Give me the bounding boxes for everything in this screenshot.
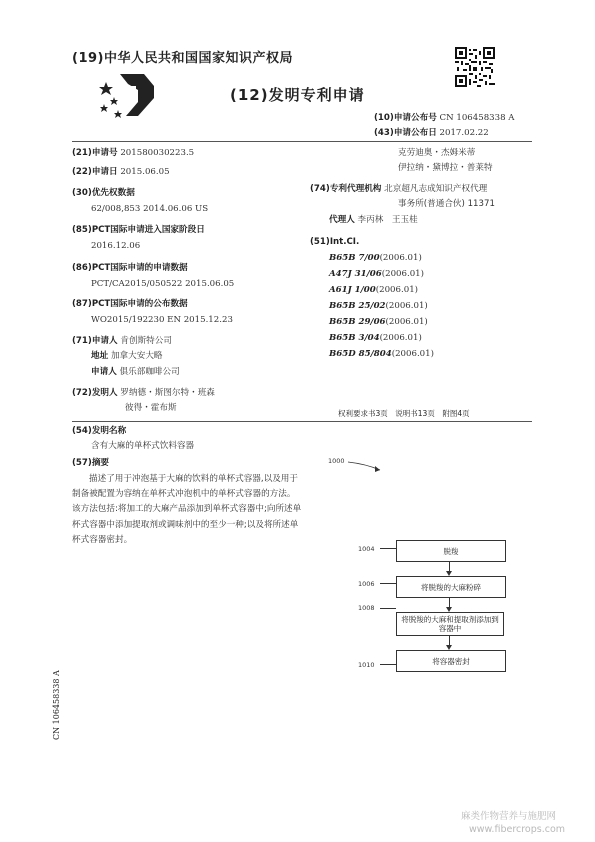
pct-application-label: (86)PCT国际申请的申请数据: [72, 263, 188, 273]
ipc-entry: [329, 266, 434, 282]
step-number-1006: 1006: [358, 580, 375, 588]
agent: [329, 213, 418, 228]
agency: [310, 182, 487, 197]
application-date: [72, 165, 170, 180]
address-value: 加拿大安大略: [110, 351, 163, 361]
ipc-list: [329, 250, 434, 362]
step-number-1008: 1008: [358, 604, 375, 612]
ipc-version: (2006.01): [385, 301, 428, 311]
inventor-continued-2: 伊拉纳・黛博拉・普莱特: [398, 163, 493, 173]
figure-ref-leader: [346, 456, 406, 474]
application-number-label: (21)申请号: [72, 148, 118, 158]
step-leader: [380, 548, 396, 549]
agency-line-2: 事务所(普通合伙) 11371: [398, 199, 495, 209]
watermark-title: 麻类作物营养与施肥网: [461, 811, 557, 822]
publication-date: [374, 126, 489, 141]
publication-number-label: (10)申请公布号: [374, 113, 437, 123]
pct-publication-label: (87)PCT国际申请的公布数据: [72, 299, 188, 309]
header-divider: [72, 141, 532, 142]
ipc-code: A61J 1/00: [329, 285, 376, 295]
agent-names: 李丙林 王玉桂: [357, 215, 418, 225]
ipc-code: B65B 25/02: [329, 301, 386, 311]
address: [91, 349, 163, 364]
ipc-entry: [329, 282, 434, 298]
applicant-label: (71)申请人: [72, 336, 118, 346]
agent-label: 代理人: [329, 215, 355, 225]
agency-label: (74)专利代理机构: [310, 184, 382, 194]
ipc-entry: [329, 346, 434, 362]
ipc-code: B65B 3/04: [329, 333, 380, 343]
applicant-1-value: 肯创斯特公司: [120, 336, 172, 346]
publication-date-label: (43)申请公布日: [374, 128, 437, 138]
figure-ref-number: 1000: [328, 457, 345, 465]
application-date-label: (22)申请日: [72, 167, 118, 177]
section-divider: [72, 421, 532, 422]
ipc-entry: [329, 330, 434, 346]
inventor-line-1: 罗纳德・斯图尔特・班森: [120, 388, 215, 398]
inventor-line-2: 彼得・霍布斯: [125, 403, 177, 413]
priority-label: (30)优先权数据: [72, 188, 135, 198]
application-date-value: 2015.06.05: [120, 167, 170, 177]
inventor-continued-1: 克劳迪奥・杰姆米蒂: [398, 148, 476, 158]
step-number-1004: 1004: [358, 545, 375, 553]
side-document-id: CN 106458338 A: [52, 670, 61, 740]
ipc-code: A47J 31/06: [329, 269, 382, 279]
priority-value: 62/008,853 2014.06.06 US: [91, 204, 209, 214]
flow-step-seal: 将容器密封: [396, 650, 506, 672]
ipc-code: B65D 85/804: [329, 349, 392, 359]
sipo-emblem-logo: [98, 70, 158, 122]
publication-number: [374, 111, 515, 126]
invention-title: 含有大麻的单杯式饮料容器: [91, 441, 195, 451]
ipc-entry: [329, 314, 434, 330]
flow-step-grind: 将脱羧的大麻粉碎: [396, 576, 506, 598]
ipc-entry: [329, 298, 434, 314]
step-leader: [380, 583, 396, 584]
pct-entry-value: 2016.12.06: [91, 241, 141, 251]
page-counts: 权利要求书3页 说明书13页 附图4页: [338, 409, 470, 418]
abstract-label: (57)摘要: [72, 458, 110, 468]
ipc-code: B65B 7/00: [329, 253, 380, 263]
inventor: [72, 386, 215, 401]
ipc-version: (2006.01): [385, 317, 428, 327]
application-number: [72, 146, 194, 161]
application-number-value: 201580030223.5: [120, 148, 195, 158]
step-leader: [380, 664, 396, 665]
step-leader: [380, 608, 396, 609]
flow-step-decarboxylate: 脱羧: [396, 540, 506, 562]
watermark-url: www.fibercrops.com: [469, 824, 566, 835]
applicant-1: [72, 334, 172, 349]
inventor-label: (72)发明人: [72, 388, 118, 398]
applicant-2: [91, 365, 180, 380]
step-number-1010: 1010: [358, 661, 375, 669]
ipc-version: (2006.01): [375, 285, 419, 295]
ipc-code: B65B 29/06: [329, 317, 386, 327]
document-type-heading: (12)发明专利申请: [230, 86, 365, 104]
publication-number-value: CN 106458338 A: [439, 113, 515, 123]
ipc-version: (2006.01): [379, 333, 422, 343]
qr-code-icon: [455, 47, 495, 87]
flow-step-add-to-container: 将脱羧的大麻和提取剂添加到容器中: [396, 612, 504, 636]
abstract-text: 描述了用于冲泡基于大麻的饮料的单杯式容器,以及用于制备被配置为容纳在单杯式冲泡机中的单杯式容器的方法。该方法包括:将加工的大麻产品添加到单杯式容器中;向所述单杯式容器中添加提取剂或调味剂中的至少一种;以及将所述单杯式容器密封。: [72, 474, 302, 545]
ipc-version: (2006.01): [391, 349, 434, 359]
applicant-2-label: 申请人: [91, 367, 117, 377]
agency-line-1: 北京超凡志成知识产权代理: [384, 184, 488, 194]
ipc-version: (2006.01): [379, 253, 422, 263]
pct-entry-label: (85)PCT国际申请进入国家阶段日: [72, 225, 205, 235]
ipc-label: (51)Int.CI.: [310, 237, 360, 247]
authority-heading: (19)中华人民共和国国家知识产权局: [72, 51, 293, 66]
publication-date-value: 2017.02.22: [439, 128, 489, 138]
pct-application-value: PCT/CA2015/050522 2015.06.05: [91, 279, 235, 289]
title-label: (54)发明名称: [72, 426, 127, 436]
ipc-entry: [329, 250, 434, 266]
address-label: 地址: [91, 351, 109, 361]
ipc-version: (2006.01): [381, 269, 424, 279]
applicant-2-value: 俱乐部咖啡公司: [119, 367, 180, 377]
pct-publication-value: WO2015/192230 EN 2015.12.23: [91, 315, 233, 325]
